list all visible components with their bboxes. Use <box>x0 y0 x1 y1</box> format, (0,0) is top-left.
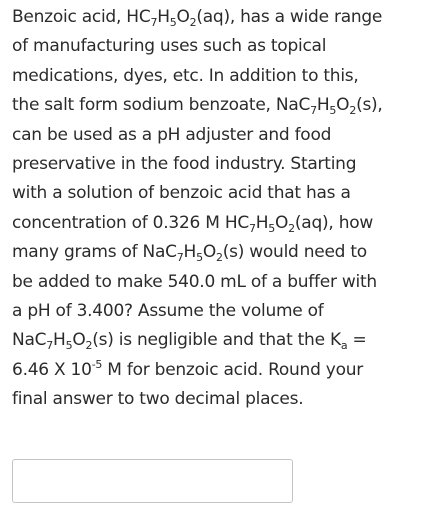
text-run: M for benzoic acid. Round your <box>102 359 363 380</box>
subscript: 7 <box>150 16 158 29</box>
text-run: medications, dyes, etc. In addition to this, <box>12 65 359 86</box>
question-line <box>12 91 412 120</box>
text-run: NaC <box>12 330 47 351</box>
text-run: a pH of 3.400? Assume the volume of <box>12 301 324 322</box>
question-line <box>12 179 412 208</box>
question-text <box>12 3 412 415</box>
text-run: (aq), how <box>294 212 374 233</box>
subscript: 5 <box>169 16 177 29</box>
subscript: 2 <box>288 221 295 235</box>
question-line <box>12 356 412 385</box>
text-run: H <box>157 7 170 27</box>
question-line <box>12 32 412 61</box>
subscript: 5 <box>65 339 73 353</box>
text-run: H <box>53 330 66 351</box>
text-run: O <box>72 330 86 351</box>
subscript: a <box>340 339 348 353</box>
text-run: preservative in the food industry. Starting <box>12 154 357 175</box>
text-run: (s) is negligible and that the K <box>92 330 341 351</box>
text-run: (s) would need to <box>222 242 367 263</box>
question-line <box>12 209 412 238</box>
subscript: 2 <box>85 339 93 353</box>
subscript: 7 <box>310 104 317 118</box>
subscript: 7 <box>46 339 54 353</box>
question-line <box>12 385 412 414</box>
text-run: can be used as a pH adjuster and food <box>12 124 332 145</box>
question-line <box>12 297 412 326</box>
text-run: H <box>316 95 330 116</box>
subscript: 2 <box>349 104 357 118</box>
subscript: 5 <box>196 251 203 265</box>
text-run: H <box>183 242 197 263</box>
answer-input[interactable] <box>12 459 293 503</box>
text-run: the salt form sodium benzoate, NaC <box>12 95 311 116</box>
text-run: concentration of 0.326 M HC <box>12 212 249 233</box>
question-line <box>12 326 412 355</box>
text-run: final answer to two decimal places. <box>12 389 304 410</box>
text-run: H <box>255 212 269 233</box>
text-run: O <box>275 212 289 233</box>
question-line <box>12 238 412 267</box>
superscript: -5 <box>91 357 103 371</box>
question-line <box>12 121 412 150</box>
question-line <box>12 62 412 91</box>
question-line <box>12 268 412 297</box>
subscript: 2 <box>189 16 197 29</box>
text-run: (aq), has a wide range <box>196 7 383 27</box>
text-run: Benzoic acid, HC <box>12 7 151 27</box>
subscript: 7 <box>176 251 184 265</box>
text-run: of manufacturing uses such as topical <box>12 36 327 57</box>
text-run: many grams of NaC <box>12 242 177 263</box>
question-line <box>12 3 412 32</box>
text-run: 6.46 X 10 <box>12 359 92 380</box>
text-run: with a solution of benzoic acid that has a <box>12 183 351 204</box>
subscript: 2 <box>215 251 223 265</box>
text-run: = <box>347 330 367 351</box>
text-run: (s), <box>356 95 383 116</box>
text-run: be added to make 540.0 mL of a buffer with <box>12 271 377 292</box>
text-run: O <box>176 7 190 27</box>
subscript: 5 <box>329 104 337 118</box>
text-run: O <box>336 95 350 116</box>
question-line <box>12 150 412 179</box>
subscript: 5 <box>268 221 276 235</box>
text-run: O <box>202 242 216 263</box>
subscript: 7 <box>248 221 256 235</box>
